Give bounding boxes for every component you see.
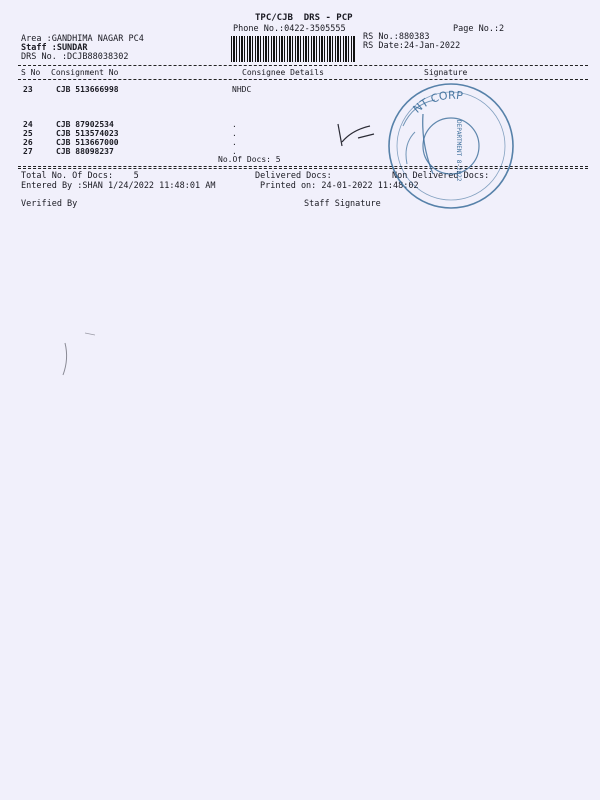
header-rule-top bbox=[18, 65, 588, 66]
non-delivered-docs: Non Delivered Docs: bbox=[392, 171, 490, 181]
row-consignee: . bbox=[232, 147, 237, 156]
page-number: Page No.:2 bbox=[453, 24, 505, 34]
row-consignment: CJB 513574023 bbox=[56, 129, 119, 138]
row-consignment: CJB 513666998 bbox=[56, 85, 119, 94]
row-sno: 24 bbox=[23, 120, 33, 129]
delivered-docs: Delivered Docs: bbox=[255, 171, 332, 181]
no-of-docs: No.Of Docs: 5 bbox=[218, 155, 281, 164]
row-consignee: . bbox=[232, 129, 237, 138]
printed-on: Printed on: 24-01-2022 11:48:02 bbox=[260, 181, 419, 191]
column-consignment: Consignment No bbox=[51, 68, 119, 77]
barcode-icon bbox=[231, 36, 355, 62]
row-consignee: . bbox=[232, 120, 237, 129]
row-consignee: . bbox=[232, 138, 237, 147]
verified-by: Verified By bbox=[21, 199, 78, 209]
row-consignment: CJB 88098237 bbox=[56, 147, 114, 156]
document-title: TPC/CJB DRS - PCP bbox=[255, 13, 353, 23]
pencil-mark-icon bbox=[55, 325, 95, 385]
staff-field: Staff :SUNDAR bbox=[21, 43, 88, 53]
row-sno: 26 bbox=[23, 138, 33, 147]
phone-number: Phone No.:0422-3505555 bbox=[233, 24, 346, 34]
column-sno: S No bbox=[21, 68, 41, 77]
row-consignment: CJB 513667000 bbox=[56, 138, 119, 147]
row-sno: 25 bbox=[23, 129, 33, 138]
delivery-stamp-icon bbox=[373, 74, 523, 224]
column-signature: Signature bbox=[424, 68, 468, 77]
column-consignee: Consignee Details bbox=[242, 68, 324, 77]
drs-number: DRS No. :DCJB88038302 bbox=[21, 52, 129, 62]
rs-date: RS Date:24-Jan-2022 bbox=[363, 41, 461, 51]
svg-text:NT CORP: NT CORP bbox=[410, 88, 464, 116]
staff-signature: Staff Signature bbox=[304, 199, 381, 209]
row-sno: 23 bbox=[23, 85, 33, 94]
row-sno: 27 bbox=[23, 147, 33, 156]
total-docs: Total No. Of Docs: 5 bbox=[21, 171, 139, 181]
entered-by: Entered By :SHAN 1/24/2022 11:48:01 AM bbox=[21, 181, 216, 191]
row-consignee: NHDC bbox=[232, 85, 252, 94]
row-consignment: CJB 87902534 bbox=[56, 120, 114, 129]
rs-number: RS No.:880383 bbox=[363, 32, 430, 42]
svg-text:DEPARTMENT 8-2022: DEPARTMENT 8-2022 bbox=[455, 120, 462, 182]
area-field: Area :GANDHIMA NAGAR PC4 bbox=[21, 34, 144, 44]
